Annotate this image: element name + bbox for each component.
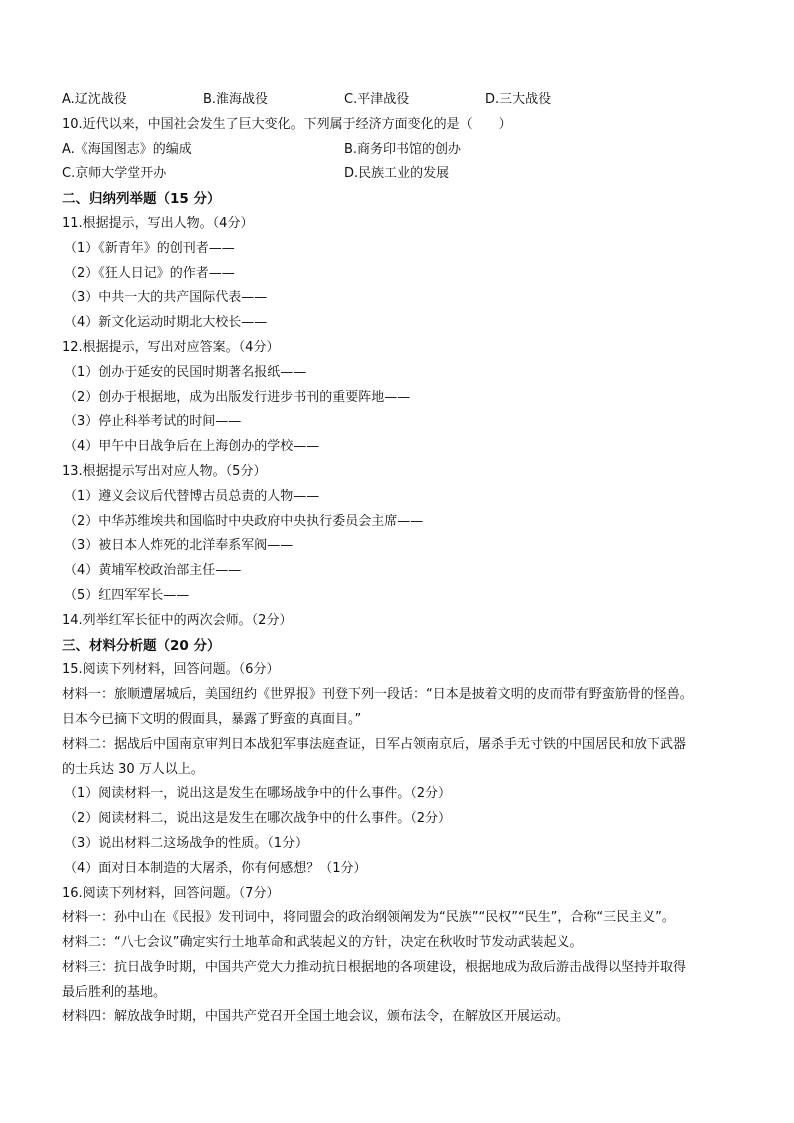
- q16-material3-line1: 材料三：抗日战争时期，中国共产党大力推动抗日根据地的各项建设，根据地成为敌后游击战得以坚持并取得: [62, 959, 687, 975]
- q15-item-2: （2）阅读材料二，说出这是发生在哪次战争中的什么事件。（2分）: [64, 811, 452, 827]
- q15-material1-line2: 日本今已摘下文明的假面具，暴露了野蛮的真面目。”: [62, 711, 362, 727]
- q9-option-a: A.辽沈战役: [62, 92, 127, 107]
- q12-item-2: （2）创办于根据地，成为出版发行进步书刊的重要阵地——: [64, 389, 411, 405]
- q10-options-row2: [62, 162, 762, 187]
- q9-option-d: D.三大战役: [485, 92, 552, 107]
- exam-page: [62, 88, 762, 1030]
- q16-material3-line2: 最后胜利的基地。: [62, 984, 167, 1000]
- q13-item-2: （2）中华苏维埃共和国临时中央政府中央执行委员会主席——: [64, 513, 424, 529]
- q12-stem: 12.根据提示，写出对应答案。（4分）: [62, 339, 280, 355]
- q15-stem: 15.阅读下列材料，回答问题。（6分）: [62, 662, 280, 678]
- q15-item-1: （1）阅读材料一，说出这是发生在哪场战争中的什么事件。（2分）: [64, 786, 452, 802]
- q11-stem: 11.根据提示，写出人物。（4分）: [62, 215, 254, 231]
- q13-stem: 13.根据提示写出对应人物。（5分）: [62, 463, 267, 479]
- q11-item-3: （3）中共一大的共产国际代表——: [64, 290, 268, 306]
- q11-item-1: （1）《新青年》的创刊者——: [64, 240, 235, 256]
- q14-stem: 14.列举红军长征中的两次会师。（2分）: [62, 612, 293, 628]
- q15-item-4: （4）面对日本制造的大屠杀，你有何感想？（1分）: [64, 860, 367, 876]
- q11-item-2: （2）《狂人日记》的作者——: [64, 265, 235, 281]
- q10-option-a: A.《海国图志》的编成: [62, 141, 192, 157]
- q10-options-row1: [62, 138, 762, 163]
- q13-item-3: （3）被日本人炸死的北洋奉系军阀——: [64, 538, 294, 554]
- q9-option-c: C.平津战役: [344, 92, 410, 107]
- q16-material1: 材料一：孙中山在《民报》发刊词中，将同盟会的政治纲领阐发为“民族”“民权”“民生”，合称“三民主义”。: [62, 910, 675, 926]
- q9-option-b: B.淮海战役: [203, 92, 269, 107]
- q16-stem: 16.阅读下列材料，回答问题。（7分）: [62, 885, 280, 901]
- q10-option-b: B.商务印书馆的创办: [344, 141, 462, 157]
- section3-heading: 三、材料分析题（20 分）: [62, 637, 221, 654]
- q10-option-d: D.民族工业的发展: [344, 166, 450, 182]
- q10-option-c: C.京师大学堂开办: [62, 166, 167, 182]
- q13-item-5: （5）红四军军长——: [64, 587, 190, 603]
- q15-item-3: （3）说出材料二这场战争的性质。（1分）: [64, 835, 309, 851]
- q15-material1-line1: 材料一：旅顺遭屠城后，美国纽约《世界报》刊登下列一段话：“日本是披着文明的皮而带有野蛮筋骨的怪兽。: [62, 687, 693, 703]
- q12-item-3: （3）停止科举考试的时间——: [64, 414, 242, 430]
- q12-item-1: （1）创办于延安的民国时期著名报纸——: [64, 364, 307, 380]
- q12-item-4: （4）甲午中日战争后在上海创办的学校——: [64, 439, 320, 455]
- q13-item-1: （1）遵义会议后代替博古员总责的人物——: [64, 488, 320, 504]
- q15-material2-line2: 的士兵达 30 万人以上。: [62, 761, 204, 777]
- q13-item-4: （4）黄埔军校政治部主任——: [64, 563, 242, 579]
- q16-material4: 材料四：解放战争时期，中国共产党召开全国土地会议，颁布法令，在解放区开展运动。: [62, 1009, 570, 1025]
- q11-item-4: （4）新文化运动时期北大校长——: [64, 315, 268, 331]
- q10-stem: 10.近代以来，中国社会发生了巨大变化。下列属于经济方面变化的是（ ）: [62, 116, 512, 132]
- q9-options: [62, 88, 762, 113]
- q15-material2-line1: 材料二：据战后中国南京审判日本战犯军事法庭查证，日军占领南京后，屠杀手无寸铁的中国居民和放下武器: [62, 736, 687, 752]
- q16-material2: 材料二：“八七会议”确定实行土地革命和武装起义的方针，决定在秋收时节发动武装起义。: [62, 935, 583, 951]
- section2-heading: 二、归纳列举题（15 分）: [62, 191, 221, 208]
